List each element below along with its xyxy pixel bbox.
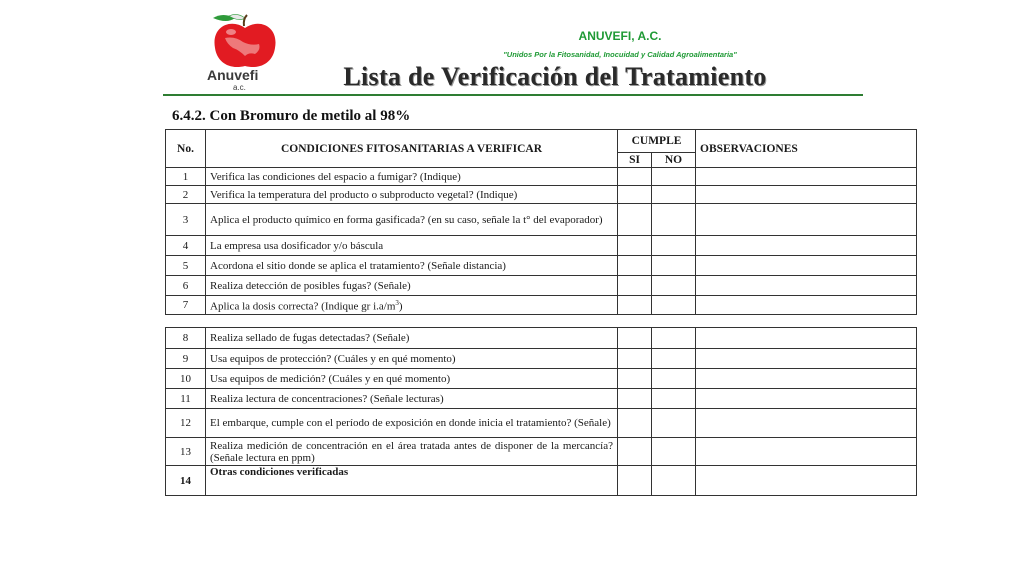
table-row: [166, 276, 917, 296]
si-cell[interactable]: [618, 276, 652, 296]
si-cell[interactable]: [618, 389, 652, 409]
row-condition-text: Aplica la dosis correcta? (Indique gr i.a/m: [210, 300, 396, 313]
table-row: [166, 296, 917, 315]
row-number: 2: [166, 186, 206, 204]
table-row: [166, 369, 917, 389]
no-cell[interactable]: [652, 168, 696, 186]
table-row: [166, 328, 917, 349]
checklist-table-part-1: [165, 129, 917, 315]
table-row: [166, 349, 917, 369]
row-number: 7: [166, 296, 206, 315]
org-name: ANUVEFI, A.C.: [578, 29, 662, 43]
table-row: [166, 204, 917, 236]
observations-cell[interactable]: [696, 328, 917, 349]
observations-cell[interactable]: [696, 438, 917, 466]
row-number: 9: [166, 349, 206, 369]
row-condition: Verifica la temperatura del producto o subproducto vegetal? (Indique): [206, 186, 618, 204]
table-row: [166, 236, 917, 256]
table-row: [166, 256, 917, 276]
table-row: [166, 409, 917, 438]
no-cell[interactable]: [652, 296, 696, 315]
observations-cell[interactable]: [696, 276, 917, 296]
row-condition: Realiza lectura de concentraciones? (Señale lecturas): [206, 389, 618, 409]
observations-cell[interactable]: [696, 349, 917, 369]
table-row: [166, 168, 917, 186]
table-row: [166, 466, 917, 496]
row-condition: Realiza detección de posibles fugas? (Señale): [206, 276, 618, 296]
row-number: 6: [166, 276, 206, 296]
observations-cell[interactable]: [696, 256, 917, 276]
table-row: [166, 438, 917, 466]
superscript-exponent: 3: [395, 299, 399, 308]
no-cell[interactable]: [652, 369, 696, 389]
row-number: 12: [166, 409, 206, 438]
checklist-table-part-2: [165, 327, 917, 496]
si-cell[interactable]: [618, 296, 652, 315]
anuvefi-logo: [205, 10, 285, 92]
row-condition: El embarque, cumple con el período de exposición en donde inicia el tratamiento? (Señale): [206, 409, 618, 438]
column-header-conditions: CONDICIONES FITOSANITARIAS A VERIFICAR: [206, 130, 618, 168]
si-cell[interactable]: [618, 328, 652, 349]
row-condition: Usa equipos de medición? (Cuáles y en qué momento): [206, 369, 618, 389]
row-condition: La empresa usa dosificador y/o báscula: [206, 236, 618, 256]
row-number: 10: [166, 369, 206, 389]
column-header-si: SI: [618, 153, 652, 168]
column-header-observations: OBSERVACIONES: [696, 130, 917, 168]
observations-cell[interactable]: [696, 389, 917, 409]
table-row: [166, 389, 917, 409]
si-cell[interactable]: [618, 256, 652, 276]
no-cell[interactable]: [652, 438, 696, 466]
row-condition-tail: ): [398, 300, 403, 313]
no-cell[interactable]: [652, 466, 696, 496]
logo-text: Anuvefi: [207, 67, 259, 83]
section-heading: 6.4.2. Con Bromuro de metilo al 98%: [172, 108, 411, 124]
row-condition: Aplica el producto químico en forma gasificada? (en su caso, señale la t° del evaporador): [206, 204, 618, 236]
row-condition: Usa equipos de protección? (Cuáles y en qué momento): [206, 349, 618, 369]
si-cell[interactable]: [618, 409, 652, 438]
row-number: 5: [166, 256, 206, 276]
title-divider: [163, 94, 863, 96]
row-number: 4: [166, 236, 206, 256]
observations-cell[interactable]: [696, 296, 917, 315]
observations-cell[interactable]: [696, 204, 917, 236]
observations-cell[interactable]: [696, 409, 917, 438]
org-slogan: "Unidos Por la Fitosanidad, Inocuidad y Calidad Agroalimentaria": [503, 50, 737, 59]
row-condition: [206, 296, 618, 315]
row-number: 8: [166, 328, 206, 349]
si-cell[interactable]: [618, 466, 652, 496]
row-number: 3: [166, 204, 206, 236]
column-header-no: NO: [652, 153, 696, 168]
no-cell[interactable]: [652, 236, 696, 256]
row-number: 1: [166, 168, 206, 186]
stem: [244, 15, 247, 26]
column-header-cumple: CUMPLE: [618, 130, 696, 153]
no-cell[interactable]: [652, 349, 696, 369]
row-number: 13: [166, 438, 206, 466]
si-cell[interactable]: [618, 236, 652, 256]
logo-subtext: a.c.: [233, 83, 246, 92]
si-cell[interactable]: [618, 369, 652, 389]
row-condition: Acordona el sitio donde se aplica el tratamiento? (Señale distancia): [206, 256, 618, 276]
page-title: Lista de Verificación del Tratamiento: [343, 62, 767, 91]
no-cell[interactable]: [652, 186, 696, 204]
observations-cell[interactable]: [696, 466, 917, 496]
no-cell[interactable]: [652, 389, 696, 409]
row-number: 11: [166, 389, 206, 409]
si-cell[interactable]: [618, 349, 652, 369]
no-cell[interactable]: [652, 204, 696, 236]
observations-cell[interactable]: [696, 236, 917, 256]
si-cell[interactable]: [618, 168, 652, 186]
si-cell[interactable]: [618, 204, 652, 236]
observations-cell[interactable]: [696, 186, 917, 204]
no-cell[interactable]: [652, 409, 696, 438]
row-number: 14: [166, 466, 206, 496]
row-condition: Otras condiciones verificadas: [206, 466, 618, 496]
si-cell[interactable]: [618, 438, 652, 466]
table-row: [166, 186, 917, 204]
no-cell[interactable]: [652, 328, 696, 349]
si-cell[interactable]: [618, 186, 652, 204]
observations-cell[interactable]: [696, 369, 917, 389]
row-condition: Realiza medición de concentración en el área tratada antes de disponer de la mercancía? (Señale lectura en ppm): [206, 438, 618, 466]
row-condition: Verifica las condiciones del espacio a fumigar? (Indique): [206, 168, 618, 186]
column-header-number: No.: [166, 130, 206, 168]
observations-cell[interactable]: [696, 168, 917, 186]
row-condition: Realiza sellado de fugas detectadas? (Señale): [206, 328, 618, 349]
no-cell[interactable]: [652, 276, 696, 296]
no-cell[interactable]: [652, 256, 696, 276]
